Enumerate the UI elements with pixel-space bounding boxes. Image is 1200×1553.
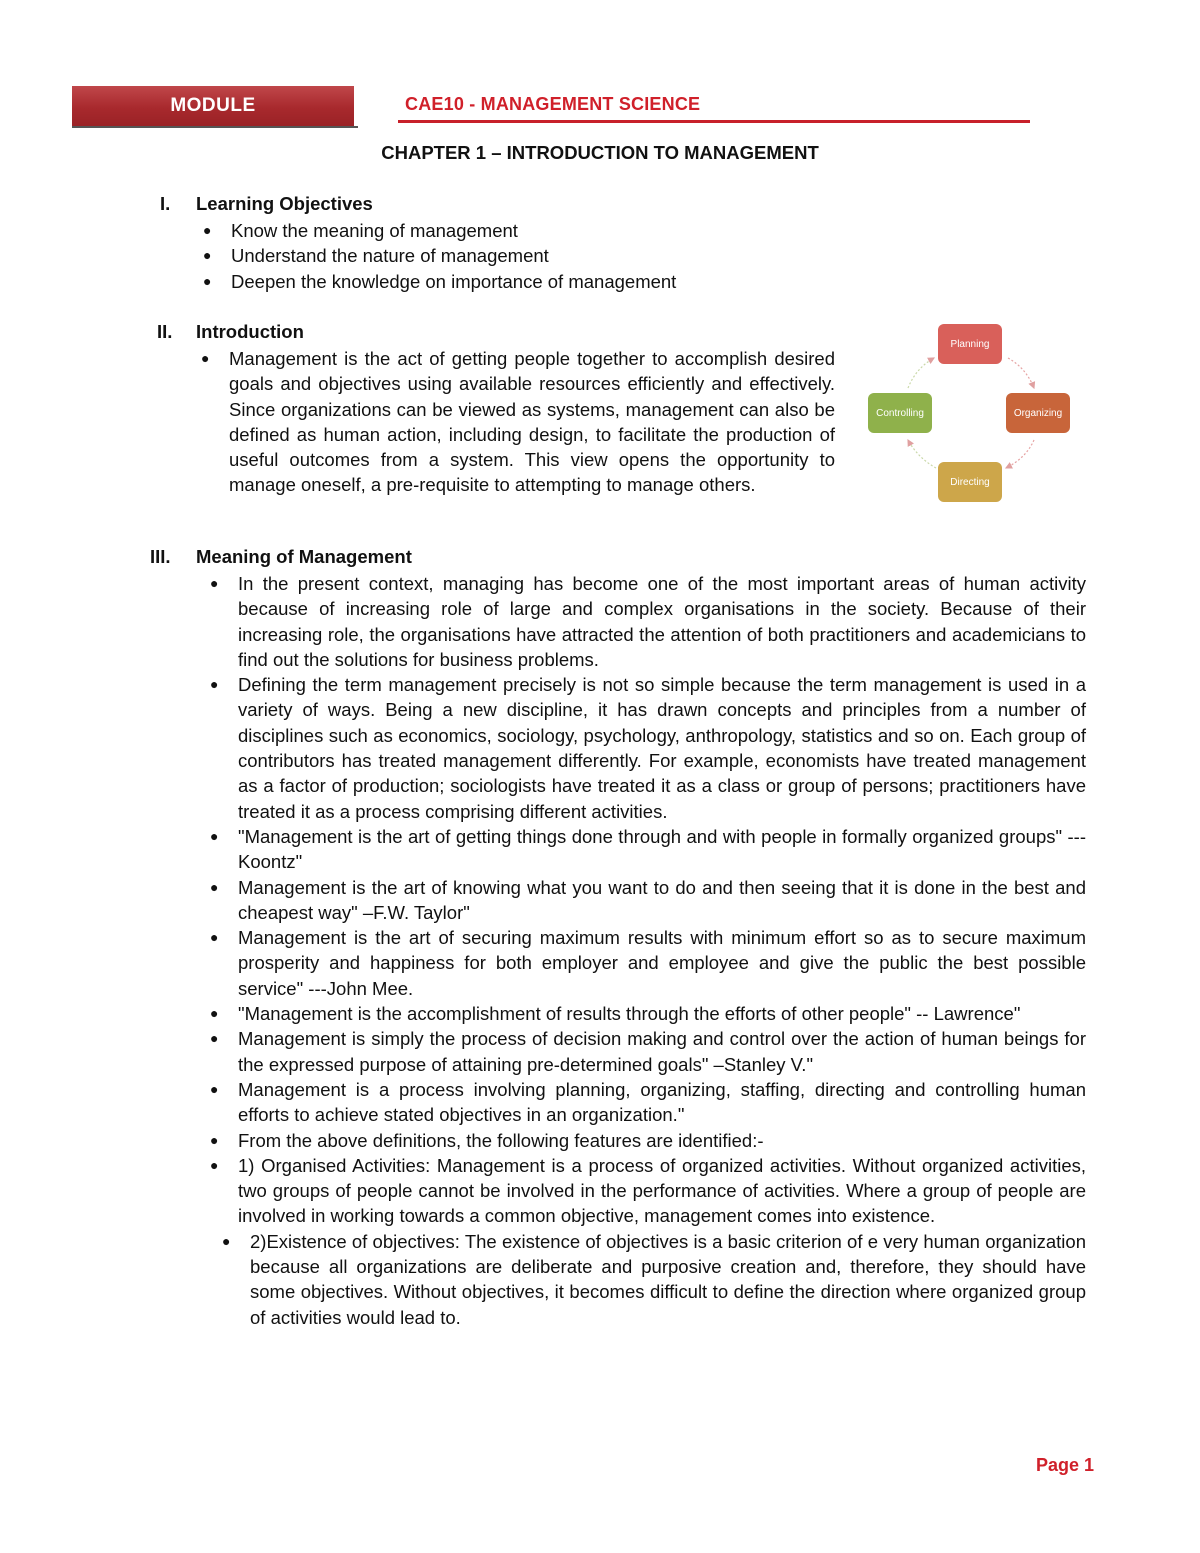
bullet-icon: ● [203,272,212,289]
section-number: III. [150,546,171,567]
bullet-icon: ● [210,878,219,895]
section-number: II. [157,321,173,342]
list-item: ● Understand the nature of management [231,243,1031,268]
list-item: ● In the present context, managing has become one of the most important areas of human activity because of increasing role of large and complex organisations in the society. Because of their increasing role, the organisations have attracted the attention of both practitioners and academicians to find out the solutions for business problems. [210,573,1086,670]
bullet-icon: ● [210,1156,219,1173]
bullet-icon: ● [203,247,212,264]
bullet-icon: ● [222,1232,231,1249]
course-title: CAE10 - MANAGEMENT SCIENCE [405,94,701,114]
objectives-list [203,218,1031,294]
diagram-node-directing: Directing [938,462,1002,502]
list-item: ● "Management is the art of getting things done through and with people in formally organized groups" ---Koontz" [210,825,1086,873]
list-item: ● Management is the act of getting people together to accomplish desired goals and objectives using available resources efficiently and effectively. Since organizations can be viewed as systems, management can also be defined as human action, including design, to facilitate the production of useful outcomes from a system. This view opens the opportunity to manage oneself, a pre-requisite to attempting to manage others. [201,348,835,496]
list-item: ● Deepen the knowledge on importance of management [231,269,1031,294]
list-item: ● Management is simply the process of decision making and control over the action of human beings for the expressed purpose of attaining pre-determined goals" –Stanley V." [210,1028,1086,1075]
chapter-title: CHAPTER 1 – INTRODUCTION TO MANAGEMENT [381,142,819,163]
list-item: ● Know the meaning of management [231,218,1031,243]
list-item: ● Defining the term management precisely is not so simple because the term management is used in a variety of ways. Being a new discipline, it has drawn concepts and principles from a number of disciplines such as economics, sociology, psychology, anthropology, statistics and so on. Each group of contributors has treated management differently. For example, economists have treated management as a factor of production; sociologists have treated it as a class or group of persons; practitioners have treated it as a process comprising different activities. [210,674,1086,822]
list-item: ● "Management is the accomplishment of results through the efforts of other people" -- Lawrence" [238,1001,1086,1026]
bullet-icon: ● [210,1131,219,1148]
diagram-node-controlling: Controlling [868,393,932,433]
bullet-icon: ● [210,1080,219,1097]
module-badge [72,86,354,126]
list-item: ● Management is the art of knowing what you want to do and then seeing that it is done in the best and cheapest way" –F.W. Taylor" [210,876,1086,923]
list-item: ● From the above definitions, the following features are identified:- [238,1128,1086,1153]
bullet-icon: ● [210,676,219,693]
diagram-node-planning: Planning [938,324,1002,364]
section-title: Learning Objectives [196,193,373,214]
bullet-icon: ● [210,575,219,591]
bullet-icon: ● [210,1030,219,1047]
list-item: ● Management is a process involving planning, organizing, staffing, directing and controlling human efforts to achieve stated objectives in an organization." [210,1078,1086,1126]
page-number: Page 1 [1036,1455,1095,1475]
introduction-list [201,346,835,498]
section-number: I. [160,193,171,214]
bullet-icon: ● [210,1005,219,1022]
bullet-icon: ● [201,350,210,366]
list-item: ● Management is the art of securing maximum results with minimum effort so as to secure maximum prosperity and happiness for both employer and employee and give the public the best possible service" ---John Mee. [210,927,1086,999]
section-title: Introduction [196,321,304,342]
bullet-icon: ● [210,929,219,946]
meaning-list [210,571,1086,1330]
bullet-icon: ● [203,222,212,238]
management-cycle-diagram [866,322,1078,504]
diagram-node-organizing: Organizing [1006,393,1070,433]
module-label: MODULE [170,95,256,116]
course-title-rule [398,120,1030,123]
bullet-icon: ● [210,827,219,844]
section-title: Meaning of Management [196,546,412,567]
list-item: ● 1) Organised Activities: Management is a process of organized activities. Without organized activities, two groups of people cannot be involved in the performance of activities. Where a group of people are involved in working towards a common objective, management comes into existence. [210,1154,1086,1227]
sub-list-item: ● 2)Existence of objectives: The existence of objectives is a basic criterion of e very human organization because all organizations are deliberate and purposive creation and, therefore, they should have some objectives. Without objectives, it becomes difficult to define the direction where organized group of activities would lead to. [222,1230,1086,1328]
module-underline [72,126,358,128]
